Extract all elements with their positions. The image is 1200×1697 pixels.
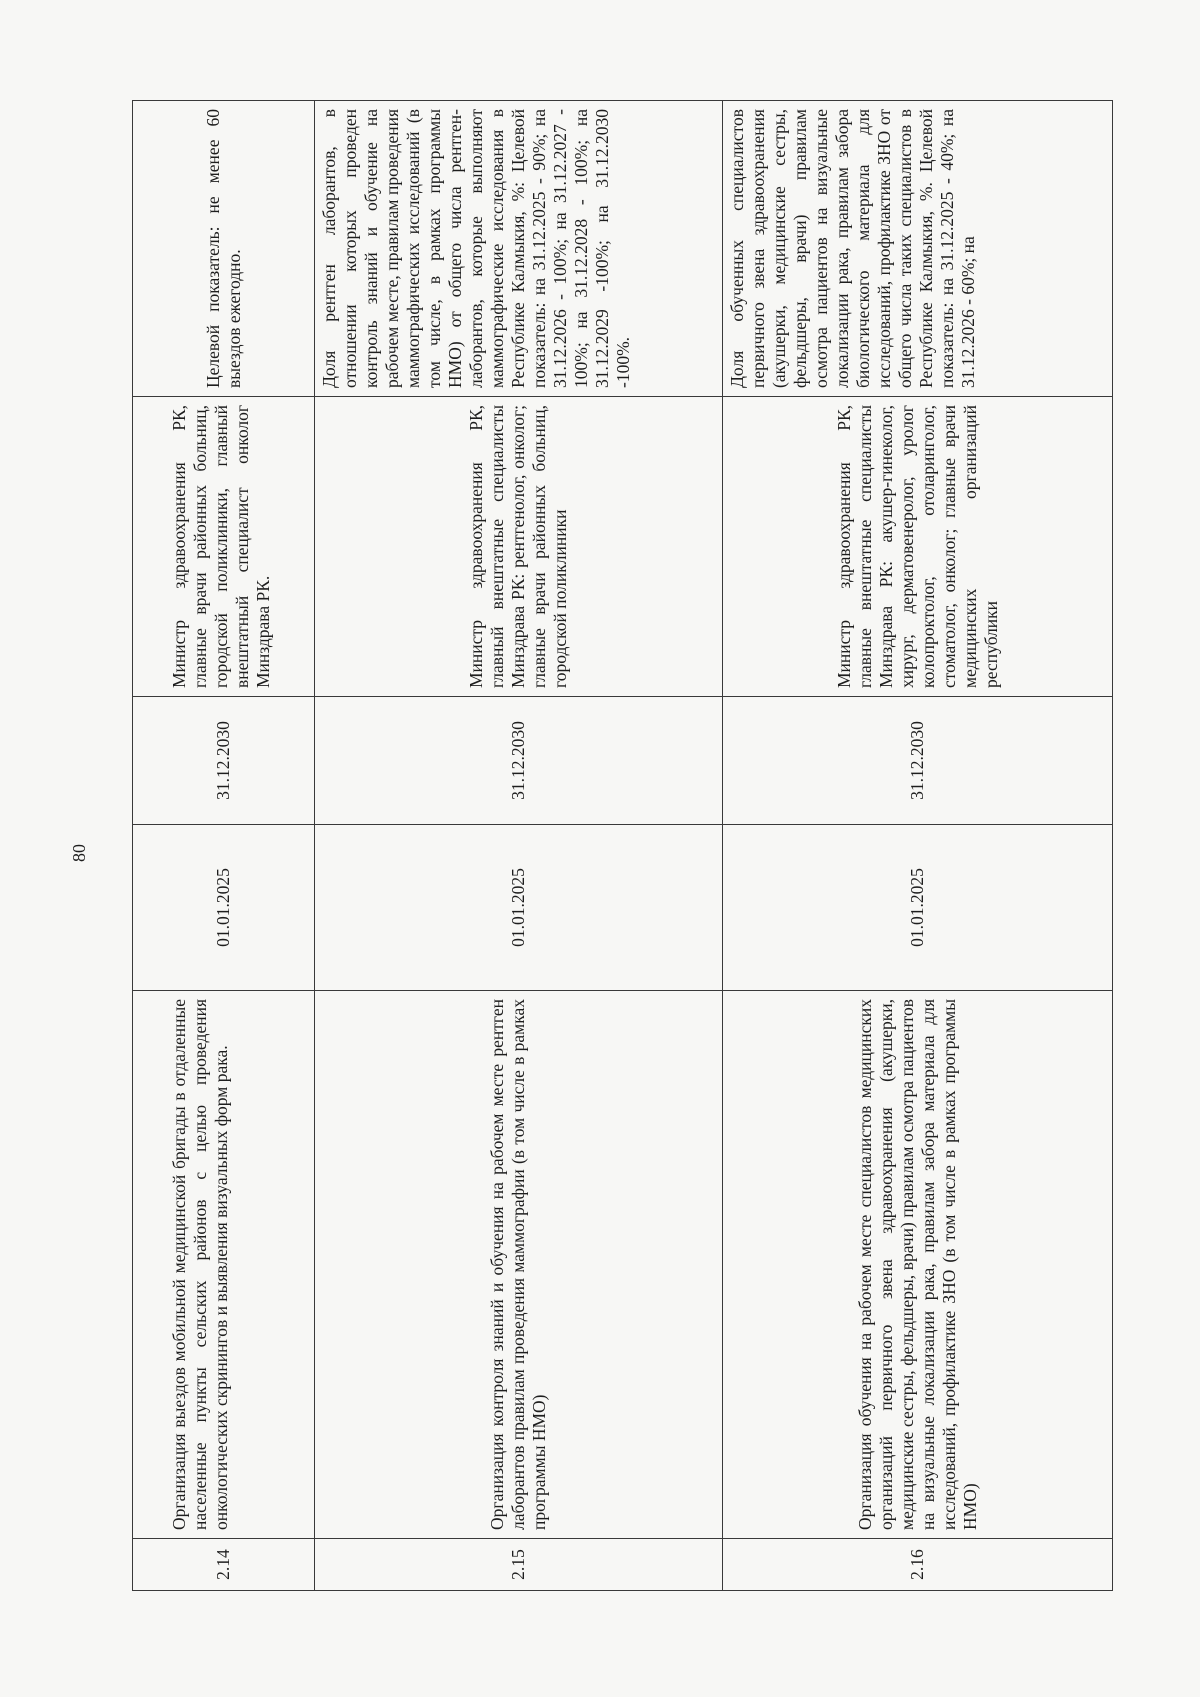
responsible-persons: Министр здравоохранения РК, главные внештатные специалисты Минздрава РК: акушер-гинеколог, хирург, дерматовенеролог, уролог колопроктолог, отоларинголог, стоматолог, онколог; главные врачи медицинских организаций республики — [723, 397, 1113, 697]
target-indicator: Доля обученных специалистов первичного звена здравоохранения (акушерки, медицинские сестры, фельдшеры, врачи) правилам осмотра пациентов на визуальные локализации рака, правилам забора биологического материала для исследований, профилактике ЗНО от общего числа таких специалистов в Республике Калмыкия, %. Целевой показатель: на 31.12.2025 - 40%; на 31.12.2026 - 60%; на — [723, 101, 1113, 397]
end-date: 31.12.2030 — [723, 697, 1113, 825]
table-row — [723, 101, 1113, 1591]
responsible-persons: Министр здравоохранения РК, главный внештатные специалисты Минздрава РК: рентгенолог, онколог; главные врачи районных больниц, городской поликлиники — [315, 397, 723, 697]
row-number: 2.16 — [723, 1539, 1113, 1591]
table-row — [133, 101, 315, 1591]
target-indicator: Целевой показатель: не менее 60 выездов ежегодно. — [133, 101, 315, 397]
measures-table — [132, 100, 1113, 1591]
start-date: 01.01.2025 — [315, 825, 723, 991]
start-date: 01.01.2025 — [133, 825, 315, 991]
target-indicator: Доля рентген лаборантов, в отношении которых проведен контроль знаний и обучение на рабочем месте, правилам проведения маммографических исследований (в том числе, в рамках программы НМО) от общего числа рентген-лаборантов, которые выполняют маммографические исследования в Республике Калмыкия, %: Целевой показатель: на 31.12.2025 - 90%; на 31.12.2026 - 100%; на 31.12.2027 - 100%; на 31.12.2028 - 100%; на 31.12.2029 -100%; на 31.12.2030 -100%. — [315, 101, 723, 397]
row-number: 2.15 — [315, 1539, 723, 1591]
start-date: 01.01.2025 — [723, 825, 1113, 991]
row-number: 2.14 — [133, 1539, 315, 1591]
end-date: 31.12.2030 — [133, 697, 315, 825]
end-date: 31.12.2030 — [315, 697, 723, 825]
measure-description: Организация контроля знаний и обучения на рабочем месте рентген лаборантов правилам проведения маммографии (в том числе в рамках программы НМО) — [315, 991, 723, 1539]
measure-description: Организация выездов мобильной медицинской бригады в отдаленные населенные пункты сельских районов с целью проведения онкологических скринингов и выявления визуальных форм рака. — [133, 991, 315, 1539]
measure-description: Организация обучения на рабочем месте специалистов медицинских организаций первичного звена здравоохранения (акушерки, медицинские сестры, фельдшеры, врачи) правилам осмотра пациентов на визуальные локализации рака, правилам забора материала для исследований, профилактике ЗНО (в том числе в рамках программы НМО) — [723, 991, 1113, 1539]
responsible-persons: Министр здравоохранения РК, главные врачи районных больниц, городской поликлиники, главный внештатный специалист онколог Минздрава РК. — [133, 397, 315, 697]
table-row — [315, 101, 723, 1591]
rotated-table-wrapper — [132, 101, 1112, 1591]
page-number: 80 — [69, 844, 89, 862]
